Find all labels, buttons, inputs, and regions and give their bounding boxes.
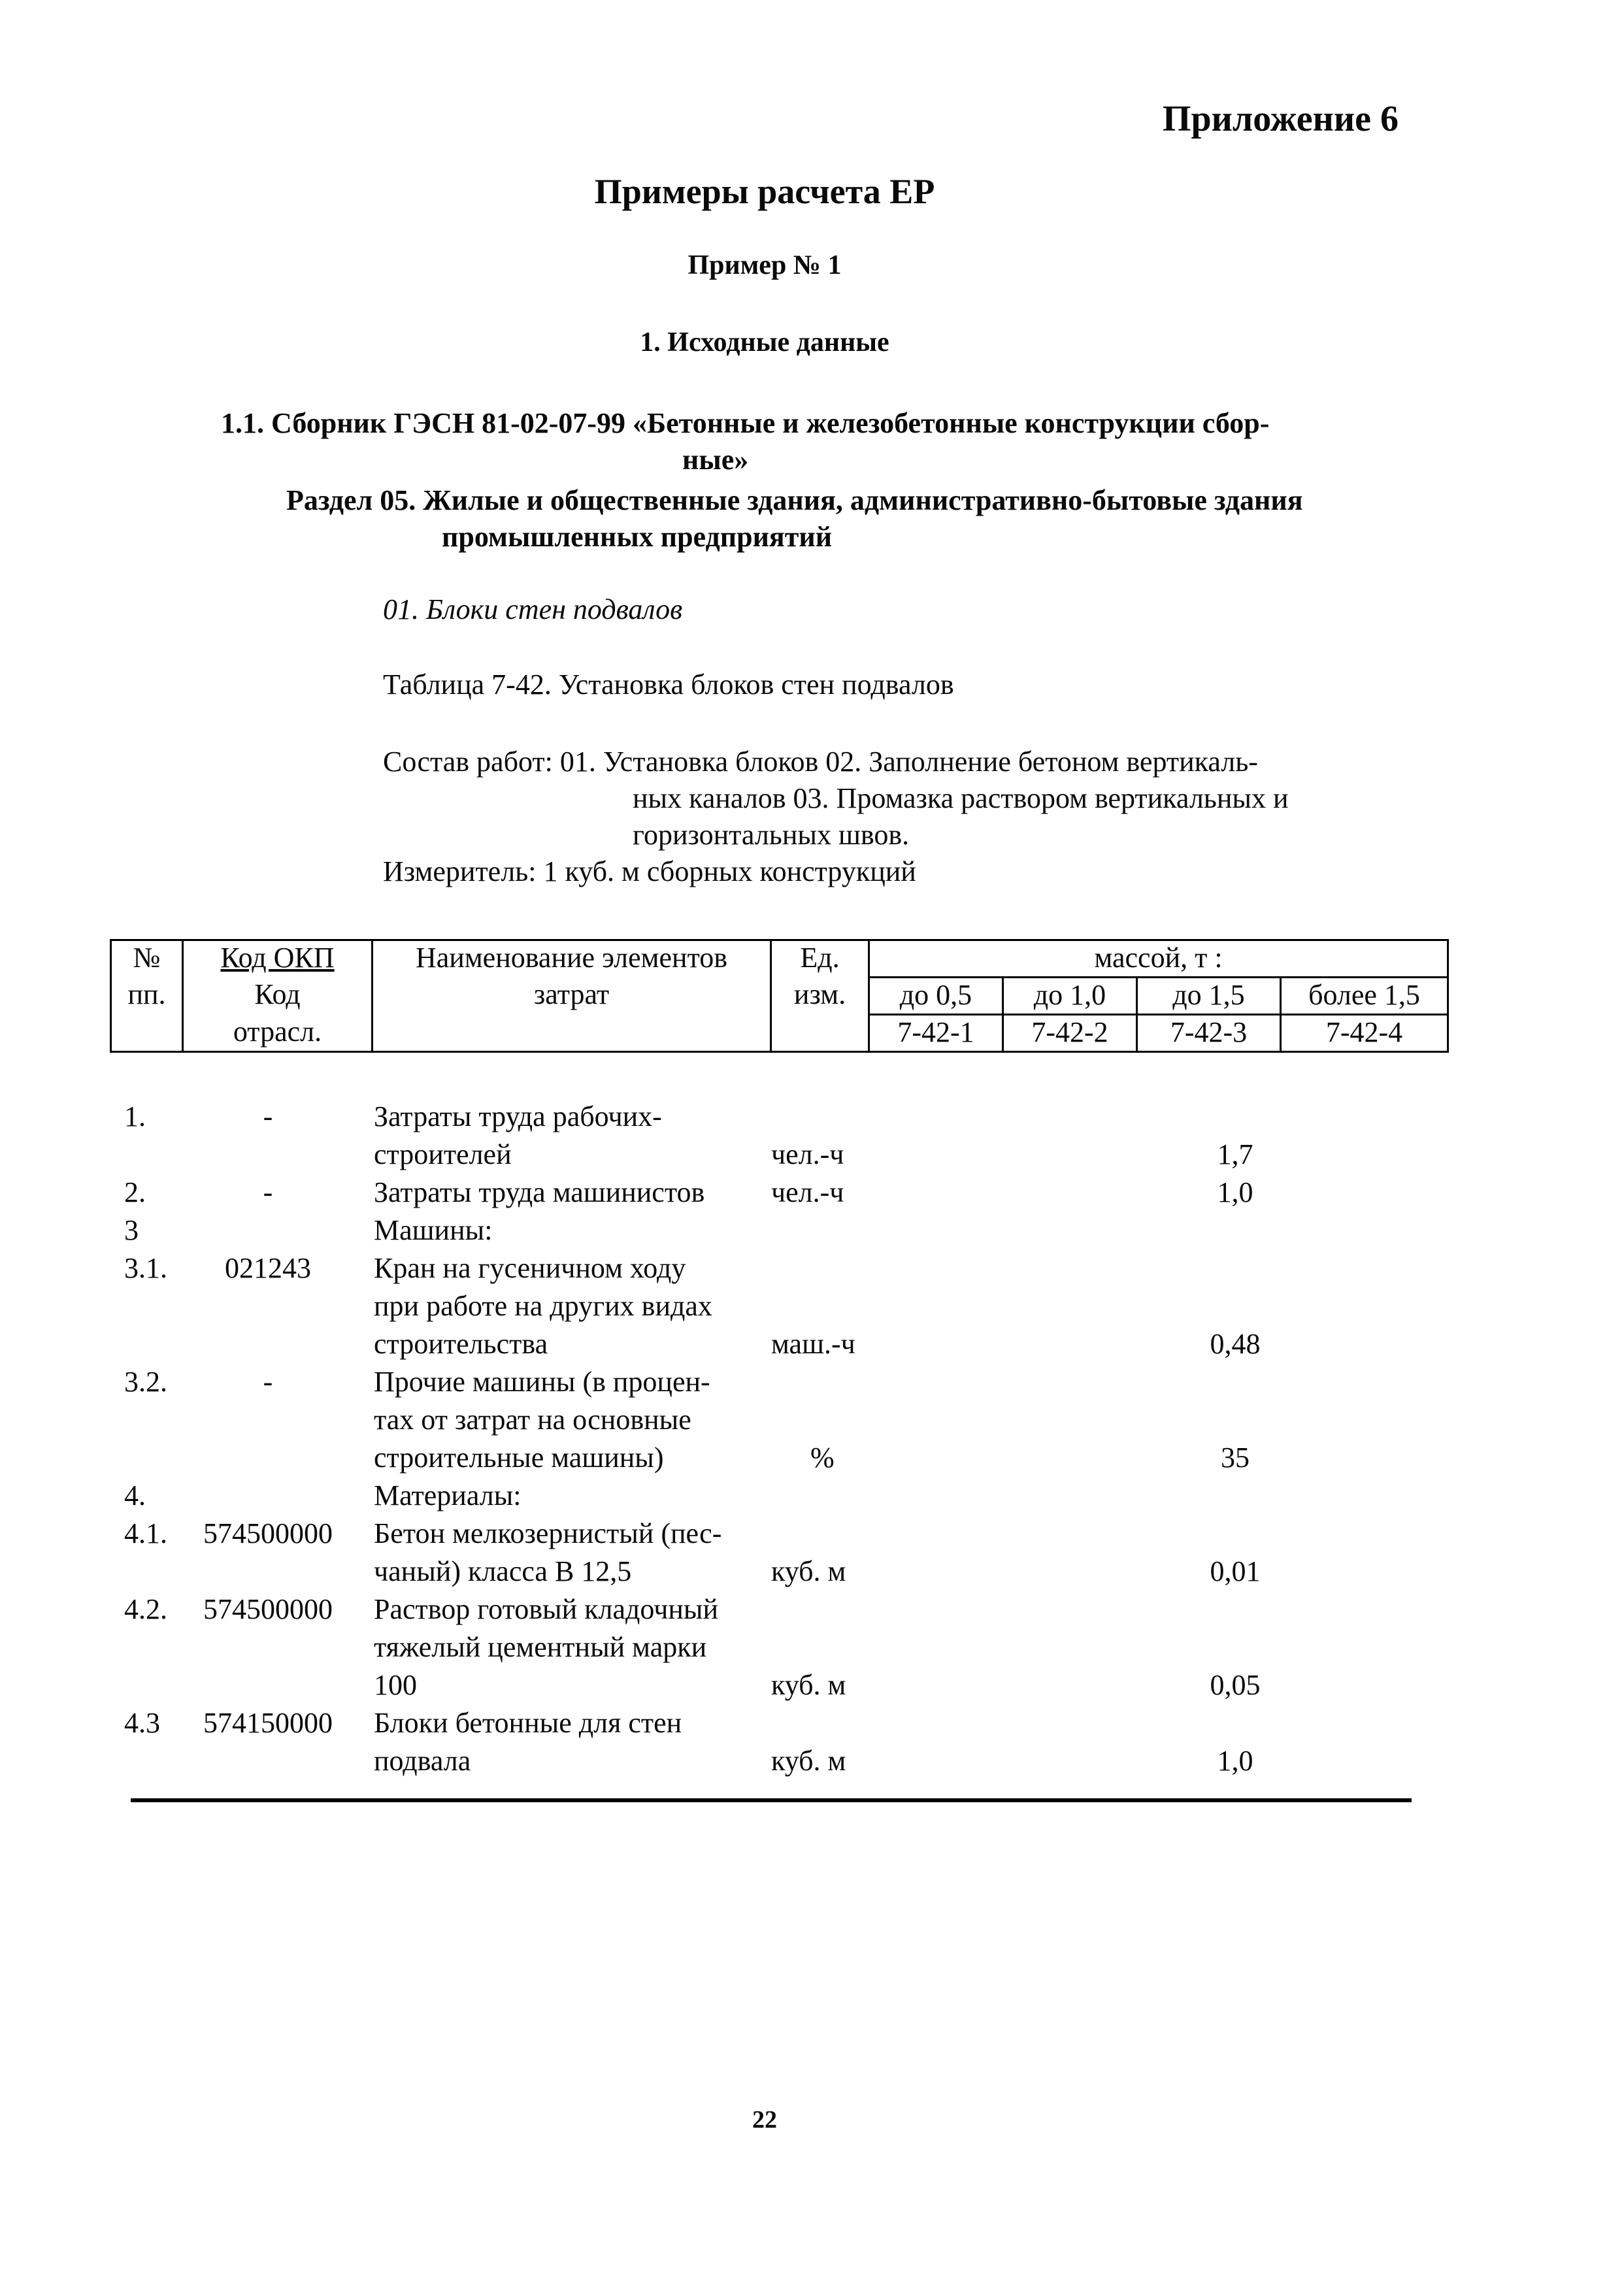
row-3-2-name-1: Прочие машины (в процен-	[374, 1366, 710, 1398]
row-4-3-unit: куб. м	[771, 1745, 846, 1777]
row-4-3-code: 574150000	[203, 1707, 333, 1739]
row-3-1-name-3: строительства	[374, 1328, 548, 1360]
row-1-number: 1.	[124, 1100, 146, 1132]
row-4-1-value: 0,01	[1210, 1555, 1261, 1587]
row-4-2-number: 4.2.	[124, 1593, 167, 1625]
header-code-col-3: 7-42-3	[1137, 1015, 1281, 1052]
page-title: Примеры расчета ЕР	[594, 172, 935, 211]
row-2-unit: чел.-ч	[771, 1176, 844, 1208]
row-4-1-code: 574500000	[203, 1517, 333, 1549]
row-2-value: 1,0	[1217, 1176, 1253, 1208]
row-4-1-name-1: Бетон мелкозернистый (пес-	[374, 1517, 722, 1549]
header-mass-col-4: более 1,5	[1281, 978, 1448, 1015]
header-code: Код	[183, 978, 373, 1015]
row-4-2-unit: куб. м	[771, 1669, 846, 1701]
razdel-line-2: промышленных предприятий	[442, 521, 833, 553]
row-3-name: Машины:	[374, 1214, 493, 1246]
row-4-2-name-1: Раствор готовый кладочный	[374, 1593, 719, 1625]
header-no: №	[111, 940, 183, 978]
row-1-unit: чел.-ч	[771, 1138, 844, 1170]
header-table	[110, 939, 1449, 1053]
table-caption: Таблица 7-42. Установка блоков стен подвалов	[383, 668, 954, 701]
row-4-1-name-2: чаный) класса В 12,5	[374, 1555, 632, 1587]
example-heading: Пример № 1	[688, 250, 842, 280]
row-4-1-unit: куб. м	[771, 1555, 846, 1587]
row-3-1-value: 0,48	[1210, 1328, 1261, 1360]
row-4-name: Материалы:	[374, 1479, 522, 1511]
row-4-3-name-1: Блоки бетонные для стен	[374, 1707, 682, 1739]
row-4-2-code: 574500000	[203, 1593, 333, 1625]
row-2-number: 2.	[124, 1176, 146, 1208]
subsection-title: 01. Блоки стен подвалов	[383, 593, 683, 625]
row-3-2-unit: %	[810, 1442, 835, 1474]
row-3-1-name-1: Кран на гусеничном ходу	[374, 1252, 686, 1284]
row-4-number: 4.	[124, 1479, 146, 1511]
header-name-2: затрат	[373, 978, 771, 1015]
row-1-code: -	[263, 1100, 273, 1132]
row-4-3-value: 1,0	[1217, 1745, 1253, 1777]
row-2-code: -	[263, 1176, 273, 1208]
row-3-1-code: 021243	[225, 1252, 311, 1284]
page-number: 22	[752, 2106, 777, 2134]
row-3-1-unit: маш.-ч	[771, 1328, 855, 1360]
appendix-label: Приложение 6	[1162, 99, 1399, 139]
row-3-2-number: 3.2.	[124, 1366, 167, 1398]
section-heading: 1. Исходные данные	[640, 327, 889, 357]
header-code-col-2: 7-42-2	[1003, 1015, 1137, 1052]
row-1-name-2: строителей	[374, 1138, 512, 1170]
header-code-col-4: 7-42-4	[1281, 1015, 1448, 1052]
work-line-2: ных каналов 03. Промазка раствором вертикальных и	[633, 782, 1289, 814]
row-4-1-number: 4.1.	[124, 1517, 167, 1549]
header-no-2: пп.	[111, 978, 183, 1015]
header-okp-code: Код ОКП	[183, 940, 373, 978]
row-1-name-1: Затраты труда рабочих-	[374, 1100, 662, 1132]
header-code-2: отрасл.	[183, 1015, 373, 1052]
measure-line: Измеритель: 1 куб. м сборных конструкций	[383, 855, 916, 887]
row-3-1-name-2: при работе на других видах	[374, 1290, 712, 1322]
row-3-number: 3	[124, 1214, 139, 1246]
collection-line-2: ные»	[682, 444, 749, 476]
row-4-3-number: 4.3	[124, 1707, 160, 1739]
table-bottom-rule	[131, 1798, 1412, 1802]
row-3-2-code: -	[263, 1366, 273, 1398]
row-3-2-value: 35	[1221, 1442, 1250, 1474]
row-3-2-name-2: тах от затрат на основные	[374, 1404, 691, 1436]
header-mass-col-1: до 0,5	[869, 978, 1003, 1015]
row-2-name: Затраты труда машинистов	[374, 1176, 705, 1208]
row-1-value: 1,7	[1217, 1138, 1253, 1170]
work-line-3: горизонтальных швов.	[633, 819, 910, 851]
work-line-1: Состав работ: 01. Установка блоков 02. Заполнение бетоном вертикаль-	[383, 746, 1258, 778]
row-4-2-name-3: 100	[374, 1669, 417, 1701]
header-code-col-1: 7-42-1	[869, 1015, 1003, 1052]
header-unit-2: изм.	[771, 978, 869, 1015]
header-unit: Ед.	[771, 940, 869, 978]
collection-line-1: 1.1. Сборник ГЭСН 81-02-07-99 «Бетонные и железобетонные конструкции сбор-	[221, 407, 1270, 439]
row-3-2-name-3: строительные машины)	[374, 1442, 664, 1474]
header-mass: массой, т :	[869, 940, 1448, 978]
row-4-3-name-2: подвала	[374, 1745, 471, 1777]
razdel-line-1: Раздел 05. Жилые и общественные здания, административно-бытовые здания	[286, 484, 1303, 516]
header-mass-col-2: до 1,0	[1003, 978, 1137, 1015]
header-mass-col-3: до 1,5	[1137, 978, 1281, 1015]
row-3-1-number: 3.1.	[124, 1252, 167, 1284]
header-name: Наименование элементов	[373, 940, 771, 978]
row-4-2-name-2: тяжелый цементный марки	[374, 1631, 707, 1663]
row-4-2-value: 0,05	[1210, 1669, 1261, 1701]
